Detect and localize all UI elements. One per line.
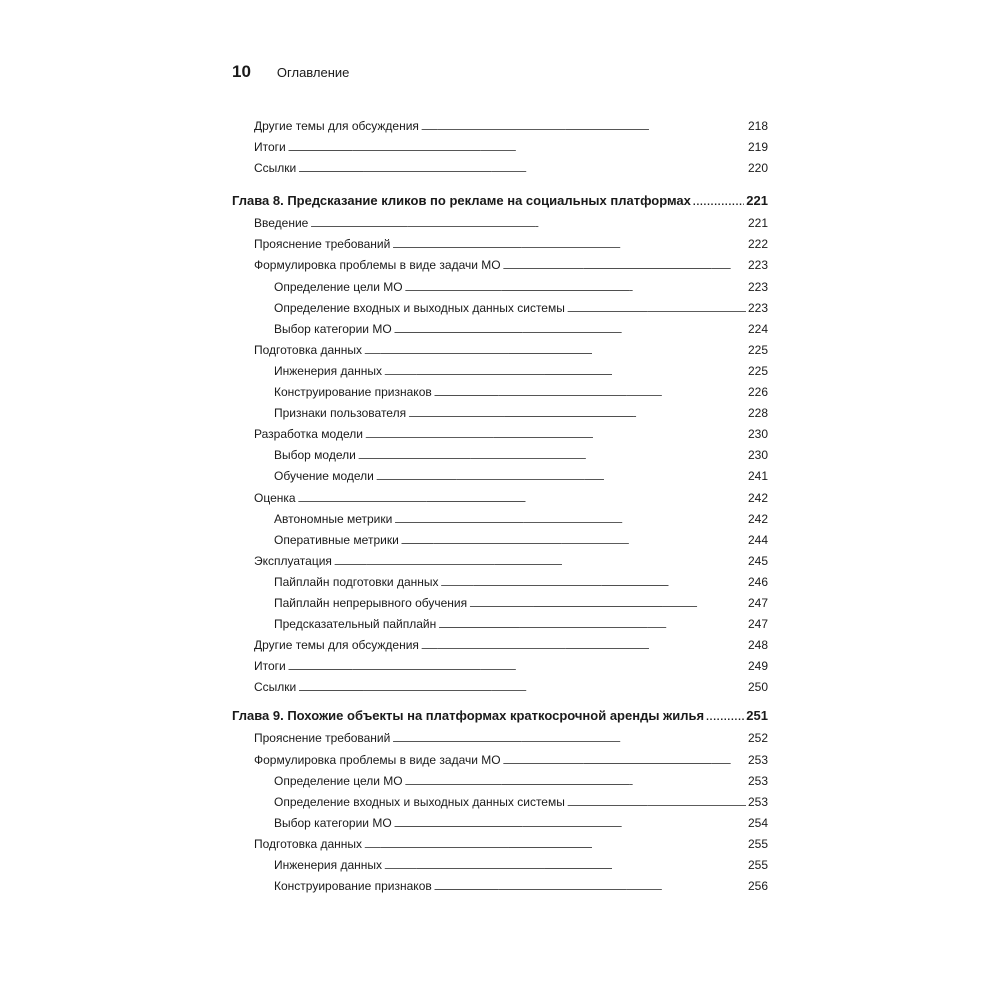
dot-leader [469, 593, 746, 614]
dot-leader [364, 834, 746, 855]
toc-entry-title: Выбор модели [274, 448, 356, 463]
toc-entry[interactable] [232, 382, 768, 403]
dot-leader [384, 361, 746, 382]
toc-entry[interactable] [232, 750, 768, 771]
toc-entry[interactable] [232, 614, 768, 635]
toc-page-number: 223 [747, 258, 768, 273]
toc-entry[interactable] [232, 728, 768, 749]
table-of-contents [232, 116, 768, 897]
toc-entry-title: Прояснение требований [254, 237, 391, 252]
toc-page-number: 226 [747, 385, 768, 400]
dot-leader [441, 572, 746, 593]
toc-entry-title: Признаки пользователя [274, 406, 407, 421]
dot-leader [421, 635, 746, 656]
toc-page-number: 245 [747, 553, 768, 568]
toc-page-number: 253 [747, 794, 768, 809]
toc-page-number: 247 [747, 617, 768, 632]
dot-leader [405, 277, 746, 298]
dot-leader [421, 116, 746, 137]
toc-entry[interactable] [232, 792, 768, 813]
toc-page-number: 248 [747, 638, 768, 653]
toc-entry-title: Инженерия данных [274, 363, 383, 378]
dot-leader [401, 530, 746, 551]
dot-leader [384, 855, 746, 876]
toc-entry-title: Автономные метрики [274, 511, 393, 526]
toc-entry-title: Выбор категории МО [274, 321, 392, 336]
toc-entry-title: Пайплайн подготовки данных [274, 574, 439, 589]
dot-leader [394, 319, 746, 340]
toc-entry[interactable] [232, 834, 768, 855]
dot-leader [365, 424, 746, 445]
dot-leader [298, 158, 746, 179]
toc-entry[interactable] [232, 572, 768, 593]
toc-entry-title: Определение цели МО [274, 773, 403, 788]
toc-entry-title: Выбор категории МО [274, 815, 392, 830]
toc-entry[interactable] [232, 509, 768, 530]
running-head [232, 62, 349, 82]
dot-leader [364, 340, 746, 361]
toc-entry-title: Формулировка проблемы в виде задачи МО [254, 752, 501, 767]
toc-page-number: 242 [747, 511, 768, 526]
toc-entry[interactable] [232, 466, 768, 487]
toc-entry-title: Разработка модели [254, 427, 363, 442]
page-number: 10 [232, 62, 251, 81]
dot-leader [288, 656, 746, 677]
dot-leader [392, 234, 746, 255]
chapter-entry[interactable] [232, 189, 768, 213]
dot-leader [394, 509, 746, 530]
toc-page-number: 255 [747, 836, 768, 851]
dot-leader [298, 677, 746, 698]
toc-page-number: 225 [747, 342, 768, 357]
toc-page-number: 247 [747, 595, 768, 610]
toc-entry-title: Ссылки [254, 680, 297, 695]
toc-entry[interactable] [232, 593, 768, 614]
chapter-entry[interactable] [232, 704, 768, 728]
toc-page-number: 223 [747, 279, 768, 294]
dot-leader [376, 466, 746, 487]
toc-page-number: 254 [747, 815, 768, 830]
toc-page-number: 224 [747, 321, 768, 336]
dot-leader [434, 876, 746, 897]
toc-entry[interactable] [232, 340, 768, 361]
toc-entry-title: Предсказательный пайплайн [274, 617, 437, 632]
toc-entry[interactable] [232, 298, 768, 319]
toc-entry-title: Введение [254, 216, 309, 231]
toc-entry[interactable] [232, 403, 768, 424]
toc-entry-title: Формулировка проблемы в виде задачи МО [254, 258, 501, 273]
toc-page-number: 221 [747, 216, 768, 231]
toc-entry-title: Итоги [254, 659, 286, 674]
toc-entry[interactable] [232, 488, 768, 509]
toc-page-number: 228 [747, 406, 768, 421]
dot-leader [310, 213, 746, 234]
toc-page-number: 253 [747, 752, 768, 767]
toc-entry[interactable] [232, 445, 768, 466]
toc-entry-title: Подготовка данных [254, 836, 363, 851]
toc-entry[interactable] [232, 234, 768, 255]
toc-entry[interactable] [232, 213, 768, 234]
toc-entry-title: Ссылки [254, 161, 297, 176]
toc-page-number: 220 [747, 161, 768, 176]
chapter-title: Глава 8. Предсказание кликов по рекламе на социальных платформах [232, 193, 691, 209]
toc-entry[interactable] [232, 361, 768, 382]
toc-entry[interactable] [232, 158, 768, 179]
toc-page-number: 251 [746, 708, 768, 724]
toc-page-number: 225 [747, 363, 768, 378]
dot-leader [358, 445, 746, 466]
toc-entry-title: Другие темы для обсуждения [254, 638, 419, 653]
toc-entry-title: Эксплуатация [254, 553, 332, 568]
toc-entry[interactable] [232, 137, 768, 158]
toc-page-number: 222 [747, 237, 768, 252]
toc-entry-title: Определение входных и выходных данных системы [274, 300, 565, 315]
dot-leader [503, 255, 746, 276]
toc-entry-title: Оперативные метрики [274, 532, 399, 547]
toc-entry-title: Обучение модели [274, 469, 374, 484]
toc-page-number: 256 [747, 879, 768, 894]
toc-entry-title: Оценка [254, 490, 296, 505]
toc-entry[interactable] [232, 677, 768, 698]
dot-leader [434, 382, 746, 403]
dot-leader [394, 813, 746, 834]
toc-page-number: 255 [747, 858, 768, 872]
toc-entry-title: Другие темы для обсуждения [254, 119, 419, 133]
toc-entry-title: Определение входных и выходных данных системы [274, 794, 565, 809]
dot-leader [567, 792, 746, 813]
toc-entry[interactable] [232, 876, 768, 897]
toc-page-number: 252 [747, 731, 768, 746]
toc-page-number: 250 [747, 680, 768, 695]
toc-entry[interactable] [232, 530, 768, 551]
dot-leader [408, 403, 746, 424]
dot-leader [693, 189, 744, 213]
toc-entry[interactable] [232, 277, 768, 298]
running-head-title: Оглавление [276, 65, 350, 80]
dot-leader [405, 771, 746, 792]
toc-entry[interactable] [232, 635, 768, 656]
toc-page-number: 223 [747, 300, 768, 315]
toc-entry[interactable] [232, 424, 768, 445]
dot-leader [392, 728, 746, 749]
toc-entry-title: Конструирование признаков [274, 385, 432, 400]
dot-leader [503, 750, 746, 771]
toc-entry[interactable] [232, 319, 768, 340]
dot-leader [298, 488, 746, 509]
toc-page-number: 244 [747, 532, 768, 547]
dot-leader [706, 704, 744, 728]
toc-page-number: 230 [747, 448, 768, 463]
toc-page-number: 246 [747, 574, 768, 589]
chapter-title: Глава 9. Похожие объекты на платформах краткосрочной аренды жилья [232, 708, 705, 724]
toc-entry[interactable] [232, 813, 768, 834]
toc-entry-title: Инженерия данных [274, 858, 383, 872]
toc-page-number: 219 [747, 140, 768, 155]
toc-page-number: 230 [747, 427, 768, 442]
toc-page-number: 218 [747, 119, 768, 133]
dot-leader [334, 551, 746, 572]
toc-entry[interactable] [232, 771, 768, 792]
toc-entry[interactable] [232, 551, 768, 572]
toc-entry-title: Определение цели МО [274, 279, 403, 294]
toc-entry[interactable] [232, 656, 768, 677]
toc-entry-title: Конструирование признаков [274, 879, 432, 894]
toc-entry[interactable] [232, 855, 768, 876]
toc-page-number: 249 [747, 659, 768, 674]
toc-entry-title: Итоги [254, 140, 286, 155]
toc-page-number: 221 [746, 193, 768, 209]
toc-entry-title: Пайплайн непрерывного обучения [274, 595, 468, 610]
toc-entry[interactable] [232, 116, 768, 137]
toc-entry-title: Подготовка данных [254, 342, 363, 357]
toc-entry-title: Прояснение требований [254, 731, 391, 746]
dot-leader [438, 614, 746, 635]
dot-leader [288, 137, 746, 158]
toc-page-number: 242 [747, 490, 768, 505]
toc-page-number: 241 [747, 469, 768, 484]
dot-leader [567, 298, 746, 319]
toc-entry[interactable] [232, 255, 768, 276]
toc-page-number: 253 [747, 773, 768, 788]
